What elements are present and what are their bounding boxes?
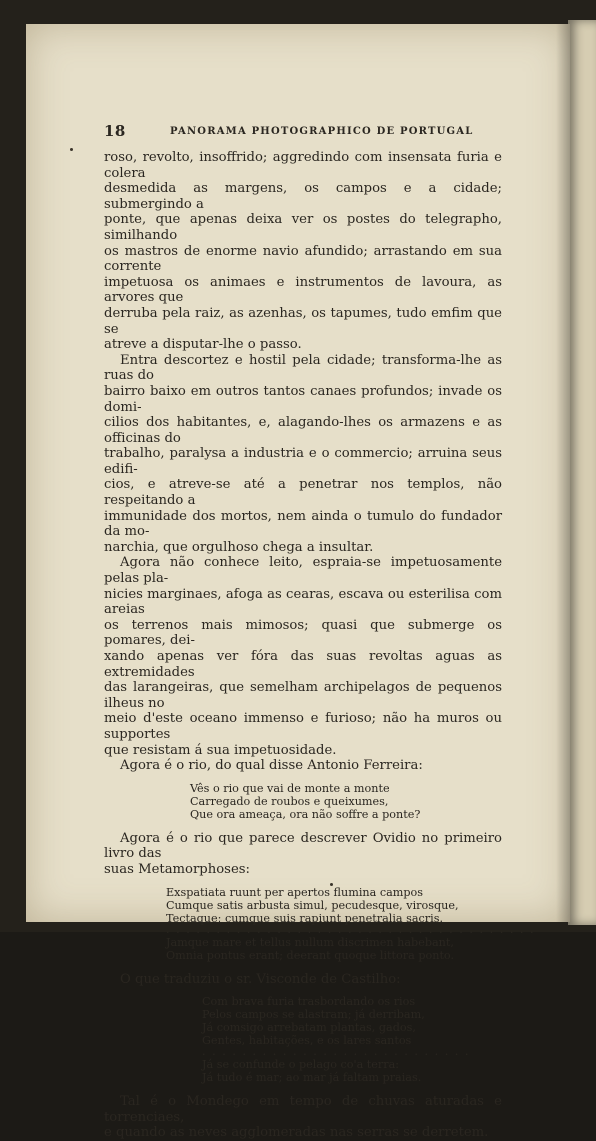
- verse-line: Jamque mare et tellus nullum discrimen habebant,: [166, 935, 454, 949]
- intro-castilho: O que traduziu o sr. Visconde de Castilho:: [120, 971, 401, 987]
- text-line: das larangeiras, que semelham archipelagos de pequenos ilheus no: [104, 680, 502, 711]
- text-line: Agora não conhece leito, espraia-se impetuosamente pelas pla-: [104, 555, 502, 587]
- ellipsis-divider: . . . . . . . . . . . . . . . . . . . . . . . . . . . . . . . . . . . . .: [166, 922, 536, 936]
- verse-line: Gentes, habitações, e os lares santos: [202, 1034, 412, 1048]
- text-line: immunidade dos mortos, nem ainda o tumulo do fundador da mo-: [104, 508, 502, 540]
- paragraph-flood-description: [104, 150, 502, 353]
- verse-line: Exspatiata ruunt per apertos flumina campos: [166, 885, 424, 899]
- text-line: os terrenos mais mimosos; quasi que submerge os pomares, dei-: [104, 617, 502, 649]
- intro-ferreira: Agora é o rio, do qual disse Antonio Ferreira:: [120, 758, 423, 774]
- text-line: roso, revolto, insoffrido; aggredindo com insensata furia e colera: [104, 150, 502, 181]
- verse-line: Com brava furia trasbordando os rios: [202, 995, 416, 1009]
- text-line: bairro baixo em outros tantos canaes profundos; invade os domi-: [104, 383, 502, 415]
- text-line: os mastros de enorme navio afundido; arrastando em sua corrente: [104, 243, 502, 275]
- verse-line: Cumque satis arbusta simul, pecudesque, virosque,: [166, 898, 459, 912]
- text-line: atreve a disputar-lhe o passo.: [104, 337, 302, 353]
- verse-line: Já tudo é mar; ao mar já faltam praias.: [202, 1071, 422, 1085]
- verse-line: Tectaque; cumque suis rapiunt penetralia sacris.: [166, 911, 444, 925]
- text-line: Tal é o Mondego em tempo de chuvas aturadas e torrenciaes,: [104, 1094, 502, 1125]
- text-line: nicies marginaes, afoga as cearas, escava ou esterilisa com areias: [104, 586, 502, 618]
- text-line: meio d'este oceano immenso e furioso; não ha muros ou supportes: [104, 711, 502, 742]
- paragraph-city: [104, 353, 502, 556]
- text-line: Agora é o rio que parece descrever Ovidio no primeiro livro das: [104, 830, 502, 862]
- ink-speck: [70, 148, 73, 151]
- page-content: [104, 122, 536, 1141]
- verse-line: Carregado de roubos e queixumes,: [190, 794, 389, 808]
- verse-line: Já se confunde o pelago co'a terra:: [202, 1058, 400, 1072]
- text-line: Entra descortez e hostil pela cidade; transforma-lhe as ruas do: [104, 352, 502, 384]
- running-title: PANORAMA PHOTOGRAPHICO DE PORTUGAL: [170, 126, 474, 137]
- verse-line: Omnia pontus erant; deerant quoque littora ponto.: [166, 948, 455, 962]
- paragraph-plains: [104, 555, 502, 758]
- text-line: derruba pela raiz, as azenhas, os tapumes, tudo emfim que se: [104, 305, 502, 337]
- page-header: [104, 122, 502, 144]
- text-line: trabalho, paralysa a industria e o commercio; arruina seus edifi-: [104, 446, 502, 477]
- page-number: 18: [104, 122, 126, 140]
- verse-castilho: [104, 995, 502, 1084]
- closing-paragraph: [104, 1094, 502, 1141]
- text-line: impetuosa os animaes e instrumentos de lavoura, as arvores que: [104, 274, 502, 306]
- text-line: ponte, que apenas deixa ver os postes do telegrapho, similhando: [104, 212, 502, 243]
- verse-line: Vês o rio que vai de monte a monte: [190, 781, 390, 795]
- text-line: cilios dos habitantes, e, alagando-lhes os armazens e as officinas do: [104, 415, 502, 446]
- text-line: desmedida as margens, os campos e a cidade; submergindo a: [104, 181, 502, 212]
- text-line: xando apenas ver fóra das suas revoltas aguas as extremidades: [104, 649, 502, 680]
- text-line: que resistam á sua impetuosidade.: [104, 742, 337, 758]
- verse-line: Já comsigo arrebatam plantas, gados,: [202, 1021, 416, 1035]
- text-line: cios, e atreve-se até a penetrar nos templos, não respeitando a: [104, 477, 502, 509]
- text-line: e quando as neves agglomeradas nas serras se derretem.: [104, 1125, 489, 1141]
- text-line: suas Metamorphoses:: [104, 861, 250, 877]
- gutter-shadow: [556, 24, 570, 922]
- verse-line: Que ora ameaça, ora não soffre a ponte?: [190, 807, 421, 821]
- verse-ferreira: [104, 782, 502, 821]
- verse-ovidio: [104, 885, 536, 962]
- intro-ovidio: [104, 831, 502, 878]
- ellipsis-divider: . . . . . . . . . . . . . . . . . . . . . . . . . . .: [202, 1045, 470, 1059]
- verse-line: Pelos campos se alastram; já derribam,: [202, 1008, 425, 1022]
- facing-page-edge: [568, 20, 596, 925]
- text-line: narchia, que orgulhoso chega a insultar.: [104, 539, 374, 555]
